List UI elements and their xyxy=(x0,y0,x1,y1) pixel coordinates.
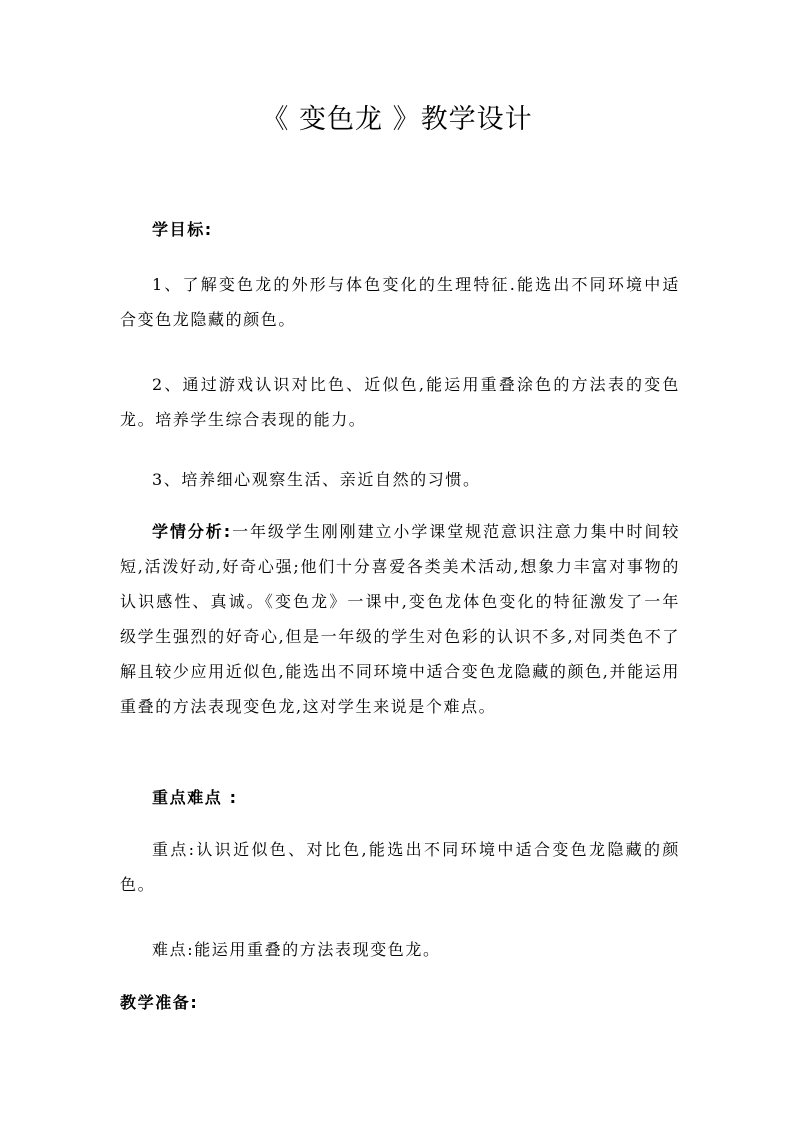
analysis-text: 一年级学生刚刚建立小学课堂规范意识注意力集中时间较短,活泼好动,好奇心强;他们十分喜爱各类美术活动,想象力丰富对事物的认识感性、真诚。《变色龙》一课中,变色龙体色变化的特征激发了一年级学生强烈的好奇心,但是一年级的学生对色彩的认识不多,对同类色不了解且较少应用近似色,能选出不同环境中适合变色龙隐藏的颜色,并能运用重叠的方法表现变色龙,这对学生来说是个难点。 xyxy=(120,522,680,716)
document-title: 《 变色龙 》教学设计 xyxy=(261,104,533,135)
keypoint-key: 重点:认识近似色、对比色,能选出不同环境中适合变色龙隐藏的颜色。 xyxy=(120,840,680,894)
objective-item-2: 2、通过游戏认识对比色、近似色,能运用重叠涂色的方法表的变色龙。培养学生综合表现的能力。 xyxy=(120,375,680,429)
analysis-paragraph xyxy=(120,514,680,724)
objective-item-3: 3、培养细心观察生活、亲近自然的习惯。 xyxy=(152,470,481,489)
keypoint-difficulty: 难点:能运用重叠的方法表现变色龙。 xyxy=(152,940,441,959)
preparation-heading: 教学准备: xyxy=(120,993,199,1012)
keypoints-heading: 重点难点 : xyxy=(152,788,238,807)
objectives-heading: 学目标: xyxy=(152,220,213,239)
analysis-heading: 学情分析: xyxy=(152,522,232,541)
objective-item-1: 1、了解变色龙的外形与体色变化的生理特征.能选出不同环境中适合变色龙隐藏的颜色。 xyxy=(120,275,680,329)
